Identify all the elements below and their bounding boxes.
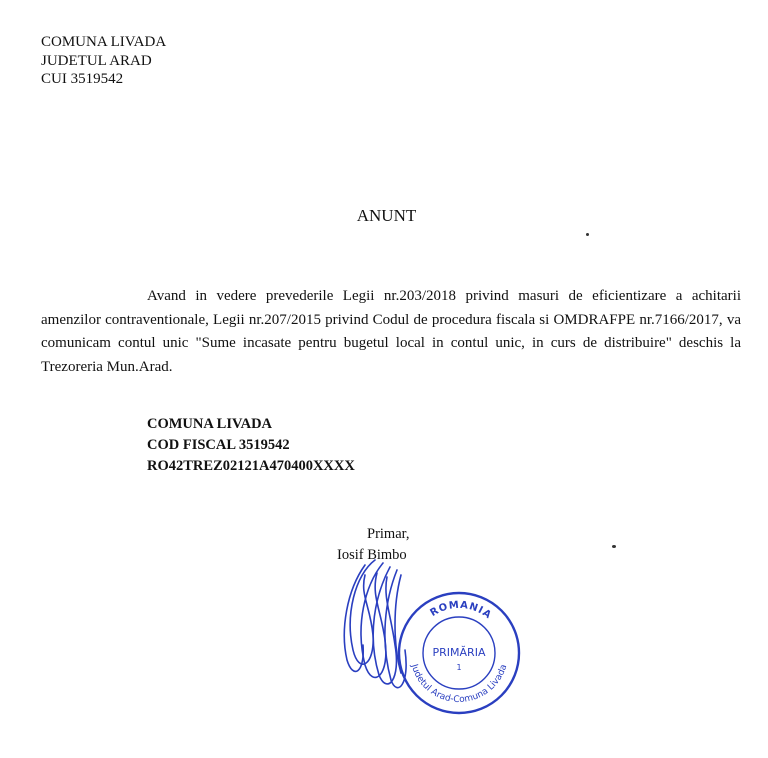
signatory-name: Iosif Bimbo xyxy=(337,547,407,563)
stamp-center-text: PRIMĂRIA xyxy=(432,646,486,659)
account-iban: RO42TREZ02121A470400XXXX xyxy=(147,458,355,474)
issuer-county: JUDETUL ARAD xyxy=(41,52,152,69)
document-title: ANUNT xyxy=(356,206,417,225)
official-stamp xyxy=(396,590,522,716)
scan-speck xyxy=(612,545,616,548)
issuer-header xyxy=(41,33,166,89)
account-holder: COMUNA LIVADA xyxy=(147,416,273,432)
stamp-top-text: ROMANIA xyxy=(428,599,494,622)
signatory-title: Primar, xyxy=(367,526,410,542)
stamp-ring-text: Judetul Arad-Comuna Livada xyxy=(408,663,510,706)
account-fiscal-code: COD FISCAL 3519542 xyxy=(147,437,290,453)
stamp-number: 1 xyxy=(456,663,462,672)
account-details xyxy=(147,414,355,477)
issuer-commune: COMUNA LIVADA xyxy=(41,34,167,50)
announcement-body: Avand in vedere prevederile Legii nr.203/2018 privind masuri de eficientizare a achitarii amenzilor contraventionale, Legii nr.207/2015 privind Codul de procedura fiscala si OMDRAFPE nr.7166/2017, va comunicam contul unic "Sume incasate pentru bugetul local in contul unic, in curs de distribuire" deschis la Trezoreria Mun.Arad. xyxy=(41,288,741,375)
scan-speck xyxy=(586,233,589,236)
svg-text:ROMANIA xyxy=(428,600,493,622)
issuer-cui: CUI 3519542 xyxy=(41,71,124,87)
